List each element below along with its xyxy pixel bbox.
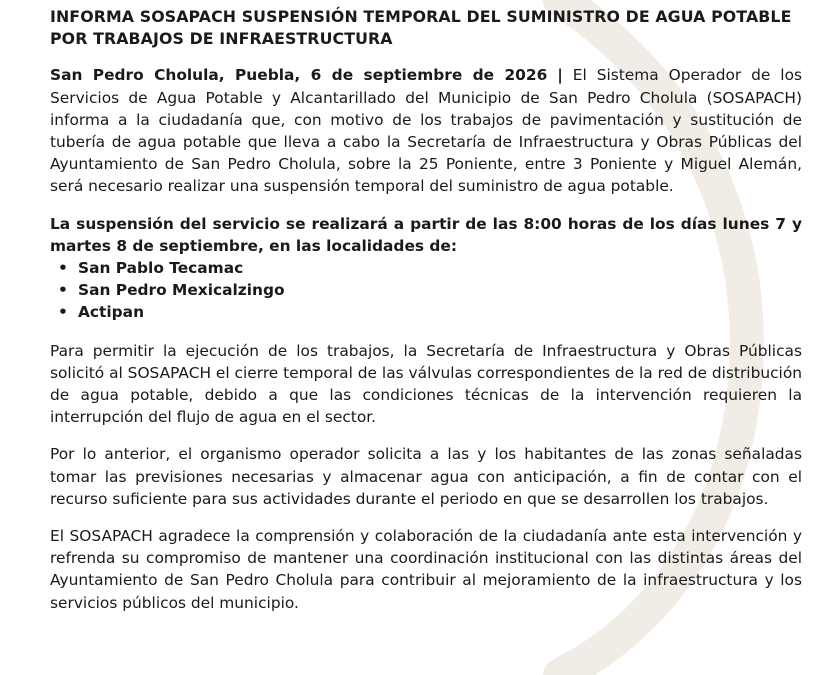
list-item bbox=[50, 279, 802, 301]
press-release-document bbox=[50, 6, 802, 629]
locality-name: San Pedro Mexicalzingo bbox=[78, 281, 285, 300]
suspension-notice: La suspensión del servicio se realizará a partir de las 8:00 horas de los días lunes 7 y martes 8 de septiembre, en las localidades de: bbox=[50, 214, 802, 255]
localities-list bbox=[50, 257, 802, 324]
locality-name: San Pablo Tecamac bbox=[78, 259, 244, 278]
body-paragraph-acknowledgement: El SOSAPACH agradece la comprensión y colaboración de la ciudadanía ante esta intervención y refrenda su compromiso de mantener una coordinación institucional con las distintas áreas del Ayuntamiento de San Pedro Cholula para contribuir al mejoramiento de la infraestructura y los servicios públicos del municipio. bbox=[50, 527, 802, 612]
bullet-icon: • bbox=[58, 281, 68, 300]
locality-name: Actipan bbox=[78, 303, 145, 322]
bullet-icon: • bbox=[58, 303, 68, 322]
list-item bbox=[50, 257, 802, 279]
intro-paragraph bbox=[50, 64, 802, 197]
dateline-separator: | bbox=[557, 66, 563, 85]
dateline: San Pedro Cholula, Puebla, 6 de septiembre de 2026 bbox=[50, 66, 548, 85]
intro-text: El Sistema Operador de los Servicios de Agua Potable y Alcantarillado del Municipio de San Pedro Cholula (SOSAPACH) informa a la ciudadanía que, con motivo de los trabajos de pavimentación y sustitución de tubería de agua potable que lleva a cabo la Secretaría de Infraestructura y Obras Públicas del Ayuntamiento de San Pedro Cholula, sobre la 25 Poniente, entre 3 Poniente y Miguel Alemán, será necesario realizar una suspensión temporal del suministro de agua potable. bbox=[50, 66, 802, 196]
body-paragraph-valves: Para permitir la ejecución de los trabajos, la Secretaría de Infraestructura y Obras Públicas solicitó al SOSAPACH el cierre temporal de las válvulas correspondientes de la red de distribución de agua potable, debido a que las condiciones técnicas de la intervención requieren la interrupción del flujo de agua en el sector. bbox=[50, 341, 802, 427]
bullet-icon: • bbox=[58, 259, 68, 278]
body-paragraph-precautions: Por lo anterior, el organismo operador solicita a las y los habitantes de las zonas señaladas tomar las previsiones necesarias y almacenar agua con anticipación, a fin de contar con el recurso suficiente para sus actividades durante el periodo en que se desarrollen los trabajos. bbox=[50, 445, 802, 508]
list-item bbox=[50, 301, 802, 323]
press-release-title: INFORMA SOSAPACH SUSPENSIÓN TEMPORAL DEL SUMINISTRO DE AGUA POTABLE POR TRABAJOS DE INFRAESTRUCTURA bbox=[50, 7, 792, 49]
